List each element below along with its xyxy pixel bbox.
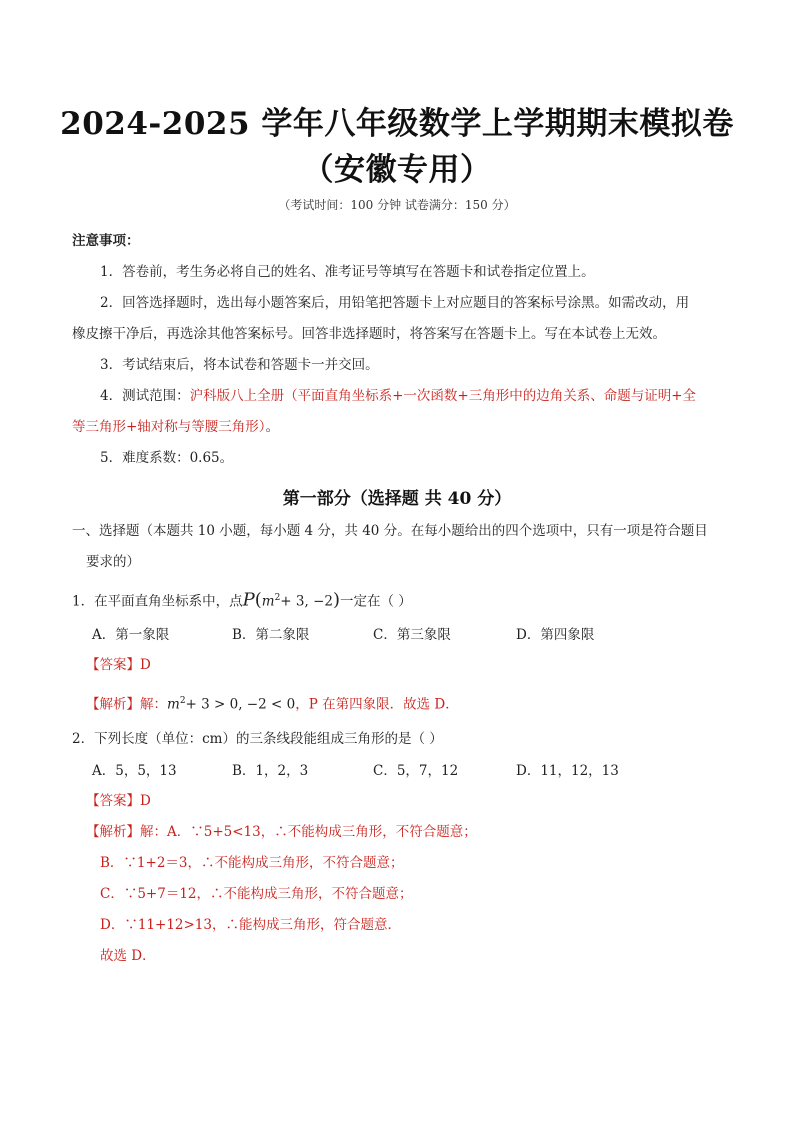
q1-analysis-sup: 2 <box>179 696 186 706</box>
q1-option-c: C．第三象限 <box>373 627 451 643</box>
q1-analysis-tag: 【解析】解： <box>86 696 167 713</box>
q1-stem <box>72 589 412 611</box>
notice-item-3: 3．考试结束后，将本试卷和答题卡一并交回。 <box>100 357 379 373</box>
q2-conclusion: 故选 D． <box>100 948 156 964</box>
section-desc-a: 一、选择题（本题共 10 小题，每小题 4 分，共 40 分。在每小题给出的四个选项中，只有一项是符合题目 <box>72 523 708 539</box>
q1-analysis-m: m <box>167 696 180 713</box>
q2-option-b: B．1，2，3 <box>232 763 309 779</box>
notice-item-1: 1．答卷前，考生务必将自己的姓名、准考证号等填写在答题卡和试卷指定位置上。 <box>100 264 595 280</box>
q1-stem-post: 一定在（ ） <box>340 593 412 610</box>
page-title: 2024-2025 学年八年级数学上学期期末模拟卷 <box>60 106 734 142</box>
q2-analysis-tag: 【解析】解： <box>86 824 167 840</box>
page-subtitle: （安徽专用） <box>302 152 492 188</box>
q2-line-c: C．∵5+7＝12，∴不能构成三角形，不符合题意； <box>100 886 413 902</box>
q2-line-a: A．∵5+5<13，∴不能构成三角形，不符合题意； <box>167 824 477 840</box>
q1-sup: 2 <box>274 593 281 603</box>
notice-item-4-scope: 沪科版八上全册（平面直角坐标系+一次函数+三角形中的边角关系、命题与证明+全 <box>189 388 697 404</box>
notice-item-5: 5．难度系数：0.65。 <box>100 450 234 466</box>
q1-m: m <box>261 593 275 610</box>
q1-analysis-text: ，P 在第四象限．故选 D． <box>295 696 459 713</box>
q2-line-b: B．∵1+2＝3，∴不能构成三角形，不符合题意； <box>100 855 404 871</box>
q1-analysis <box>86 692 459 714</box>
q1-analysis-math: + 3 > 0, −2 < 0 <box>185 696 296 713</box>
notice-item-2a: 2．回答选择题时，选出每小题答案后，用铅笔把答题卡上对应题目的答案标号涂黑。如需改动，用 <box>100 295 690 311</box>
q2-option-c: C．5，7，12 <box>373 763 459 779</box>
q2-line-d: D．∵11+12>13，∴能构成三角形，符合题意． <box>100 917 401 933</box>
q1-option-b: B．第二象限 <box>232 627 310 643</box>
section-title: 第一部分（选择题 共 40 分） <box>282 489 512 509</box>
q2-analysis-a <box>86 823 477 841</box>
q1-option-d: D．第四象限 <box>516 627 595 643</box>
notice-item-4 <box>100 387 696 405</box>
q1-option-a: A．第一象限 <box>92 627 170 643</box>
notice-item-4-cont <box>72 418 279 436</box>
notice-item-4-suffix: 。 <box>265 419 280 435</box>
notice-item-2b: 橡皮擦干净后，再选涂其他答案标号。回答非选择题时，将答案写在答题卡上。写在本试卷上无效。 <box>72 326 666 342</box>
q1-answer: 【答案】D <box>86 657 151 673</box>
notice-item-4-prefix: 4．测试范围： <box>100 388 190 404</box>
q2-answer: 【答案】D <box>86 793 151 809</box>
exam-info: （考试时间：100 分钟 试卷满分：150 分） <box>278 198 516 212</box>
notice-heading: 注意事项： <box>72 233 140 249</box>
q2-option-d: D．11，12，13 <box>516 763 619 779</box>
q2-stem: 2．下列长度（单位：cm）的三条线段能组成三角形的是（ ） <box>72 731 443 747</box>
q1-paren-close: ) <box>332 589 341 611</box>
q1-point-rest: + 3, −2 <box>280 593 333 610</box>
q1-stem-pre: 1．在平面直角坐标系中，点 <box>72 593 243 610</box>
q2-option-a: A．5，5，13 <box>92 763 177 779</box>
notice-item-4-scope-b: 等三角形+轴对称与等腰三角形） <box>72 419 266 435</box>
section-desc-b: 要求的） <box>86 554 140 570</box>
q1-point-P: P <box>242 589 255 611</box>
q1-paren-open: ( <box>254 589 262 611</box>
